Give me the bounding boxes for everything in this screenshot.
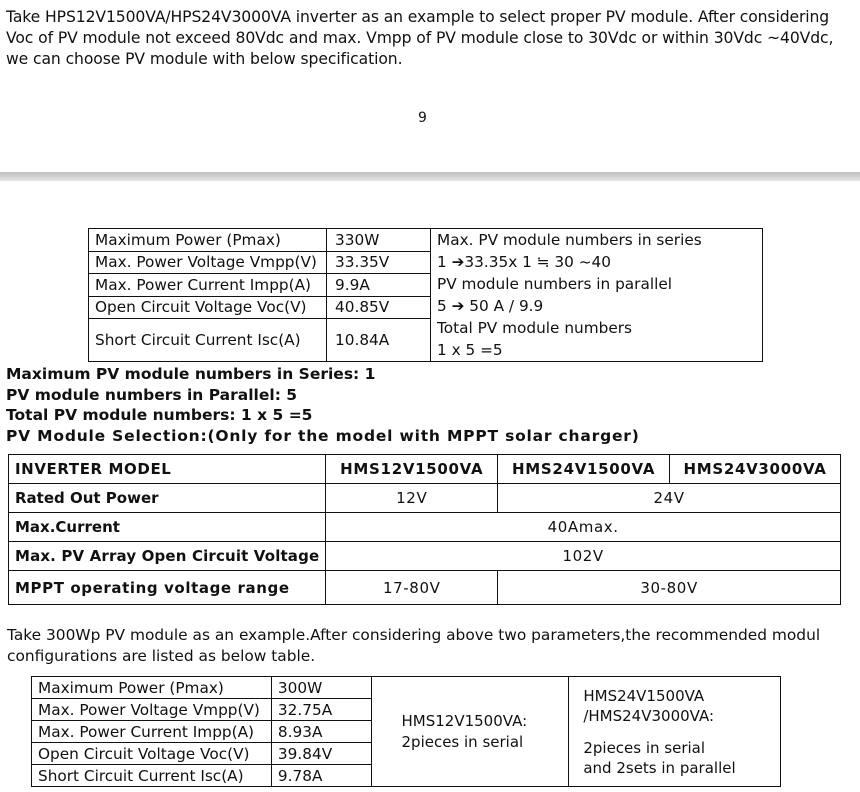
- max-current-label: Max.Current: [9, 513, 326, 542]
- rec-12v-config: 2pieces in serial: [401, 732, 524, 751]
- rec-24v-config-a: 2pieces in serial: [583, 738, 706, 757]
- max-current-value: 40Amax.: [326, 513, 841, 542]
- recommendation-12v: [371, 677, 569, 787]
- spec-param: Maximum Power (Pmax): [89, 229, 327, 252]
- calc-total-title: Total PV module numbers: [437, 319, 632, 337]
- intro-paragraph: Take HPS12V1500VA/HPS24V3000VA inverter as an example to select proper PV module. After considering Voc of PV module not exceed 80Vdc and max. Vmpp of PV module close to 30Vdc or within 30Vdc ~40Vdc, we can choose PV module with below specification.: [6, 8, 834, 68]
- calc-parallel-title: PV module numbers in parallel: [437, 275, 672, 293]
- rec-24v-model-b: /HMS24V3000VA:: [583, 706, 715, 725]
- rated-out-power-12v: 12V: [326, 484, 498, 513]
- rec-24v-model-a: HMS24V1500VA: [583, 686, 705, 705]
- max-pv-voc-label: Max. PV Array Open Circuit Voltage: [9, 542, 326, 571]
- spec-param: Maximum Power (Pmax): [32, 677, 272, 699]
- calc-series-formula: 1 ➔33.35x 1 ≒ 30 ~40: [437, 253, 612, 271]
- inverter-model-label: INVERTER MODEL: [9, 455, 326, 484]
- mppt-range-24v: 30-80V: [498, 571, 841, 605]
- spec-param: Max. Power Voltage Vmpp(V): [32, 699, 272, 721]
- max-pv-voc-value: 102V: [326, 542, 841, 571]
- summary-total: Total PV module numbers: 1 x 5 =5: [6, 406, 313, 424]
- inverter-model-table: [8, 454, 841, 605]
- spec-value: 10.84A: [327, 319, 431, 362]
- rec-24v-config-b: and 2sets in parallel: [583, 758, 736, 777]
- recommended-config-table: [31, 676, 781, 787]
- calc-total-formula: 1 x 5 =5: [437, 341, 503, 359]
- rated-out-power-24v: 24V: [498, 484, 841, 513]
- summary-parallel: PV module numbers in Parallel: 5: [6, 385, 298, 404]
- mppt-range-12v: 17-80V: [326, 571, 498, 605]
- note-line-2: configurations are listed as below table.: [7, 647, 316, 665]
- pv-summary: [6, 364, 640, 446]
- spec-param: Max. Power Voltage Vmpp(V): [89, 251, 327, 274]
- spec-param: Max. Power Current Impp(A): [32, 721, 272, 743]
- spec-param: Short Circuit Current Isc(A): [32, 765, 272, 787]
- model-header: HMS12V1500VA: [326, 455, 498, 484]
- spec-param: Short Circuit Current Isc(A): [89, 319, 327, 362]
- calc-parallel-formula: 5 ➔ 50 A / 9.9: [437, 297, 544, 315]
- spec-value: 33.35V: [327, 251, 431, 274]
- spec-value: 40.85V: [327, 296, 431, 319]
- calc-series-title: Max. PV module numbers in series: [437, 231, 702, 249]
- spec-param: Open Circuit Voltage Voc(V): [89, 296, 327, 319]
- model-header: HMS24V3000VA: [670, 455, 841, 484]
- spec-value: 330W: [327, 229, 431, 252]
- pv-module-spec-table: [88, 228, 763, 362]
- spec-param: Open Circuit Voltage Voc(V): [32, 743, 272, 765]
- page-number: 9: [418, 110, 427, 126]
- spec-value: 9.9A: [327, 274, 431, 297]
- spec-value: 8.93A: [271, 721, 371, 743]
- model-header: HMS24V1500VA: [498, 455, 670, 484]
- spec-value: 39.84V: [271, 743, 371, 765]
- recommendation-24v: [569, 677, 781, 787]
- spec-value: 32.75A: [271, 699, 371, 721]
- mppt-range-label: MPPT operating voltage range: [9, 571, 326, 605]
- selection-heading: PV Module Selection:(Only for the model with MPPT solar charger): [6, 426, 640, 445]
- example-note: [7, 625, 820, 667]
- pv-module-calculation: [431, 229, 763, 362]
- summary-series: Maximum PV module numbers in Series: 1: [6, 365, 376, 383]
- note-line-1: Take 300Wp PV module as an example.After considering above two parameters,the recommended modul: [7, 626, 821, 644]
- rec-12v-model: HMS12V1500VA:: [401, 711, 528, 730]
- spec-value: 300W: [271, 677, 371, 699]
- rated-out-power-label: Rated Out Power: [9, 484, 326, 513]
- spec-param: Max. Power Current Impp(A): [89, 274, 327, 297]
- page-separator: [0, 172, 860, 181]
- spec-value: 9.78A: [271, 765, 371, 787]
